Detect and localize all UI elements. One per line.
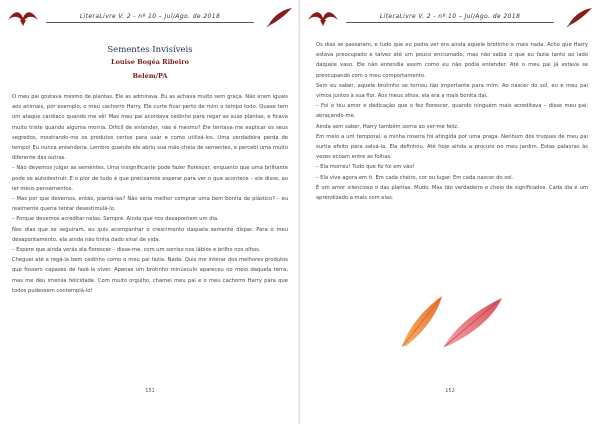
page-number-right: 152 <box>445 388 455 394</box>
paragraph: Cheguei até a regá-la bem cedinho como o meu pai fazia. Nada. Quis me interar dos melhores produtos que fossem capazes de fazê-la viver. Apenas um brotinho minúsculo apareceu no meio daquela terra, mas me deu imensa felicidade. Com muito orgulho, chamei meu pai e o meu cachorro Harry para que todos pudessem contemplá-lo! <box>12 257 288 294</box>
left-body-text <box>12 92 288 296</box>
story-title: Sementes Invisíveis <box>107 45 193 55</box>
paragraph: O meu pai gostava mesmo de plantas. Ele as admirava. Eu as achava muito sem graça. Não eram iguais aos animais, por exemplo, o meu cachorro Harry. Ele curte ficar perto de mim o tempo todo. Quase tem um ataque cardíaco quando me vê! Mas meu pai acordava cedinho para regar as suas plantas, e ficava muito triste quando alguma morria. Difícil de entender, não é mesmo? Ele tentava me explicar os seus segredos, mostrando-me os produtos certos para usar e como utilizá-los. Uma verdadeira perda de tempo! Eu nunca entenderia. Lembro quando ele abriu sua mão cheia de sementes, e percebi uma muito diferente das outras. <box>12 94 288 162</box>
paragraph: Os dias se passaram, e tudo que eu podia ver era ainda aquele brotinho e mais nada. Acho que Harry estava preocupado e talvez até um pouco enciumado, mas não sabia o que eu fazia tanto ao lado daquele vaso. Ele não entendia assim como eu não podia entender. Até o meu pai já estava se preocupando com o meu comportamento. <box>316 42 588 79</box>
right-body-text <box>316 40 588 203</box>
paragraph: Sem eu saber, aquele brotinho se tornou tão importante para mim. Ao nascer do sol, eu e meu pai vimos juntos à sua flor. Aos meus olhos, ela era a mais bonita daí. <box>316 82 588 100</box>
bird-logo-icon <box>306 6 340 28</box>
quill-pen-icon <box>264 6 294 28</box>
page-header <box>304 6 596 28</box>
quill-pen-icon <box>564 6 594 28</box>
paragraph: Em meio a um temporal, a minha roseira foi atingida por uma praga. Nenhum dos truques de meu pai surtia efeito para salvá-la. Ela definhou. Até hoje ainda a procuro no meu jardim. Estas palavras às vezes ecoam entre as folhas: <box>316 133 588 161</box>
header-text: LiteraLivre V. 2 - nº 10 – Jul/Ago. de 2018 <box>79 13 221 20</box>
paragraph: – Porque devemos acreditar nelas. Sempre. Ainda que nos desapontem um dia. <box>12 216 219 223</box>
paragraph: Nos dias que se seguiram, eu quis acompanhar o crescimento daquela semente díspar. Para o meu desapontamento, ela ainda não tinha dado sinal de vida. <box>12 226 288 243</box>
feathers-illustration-icon <box>398 290 508 350</box>
page-header <box>4 6 296 28</box>
story-author: Louise Bogéa Ribeiro <box>111 58 189 66</box>
page-number-left: 151 <box>145 388 155 394</box>
paragraph: – Ela vive agora em ti. Em cada cheiro, cor ou lugar. Em cada nascer do sol. <box>316 174 514 181</box>
paragraph: – Mas por que devemos, então, plantá-las? Não seria melhor comprar uma bem bonita de plástico? – eu realmente queria tentar desestimulá-lo. <box>12 196 288 213</box>
paragraph: É um amor silencioso o das plantas. Mudo. Mas tão verdadeiro e cheio de significados. Cada dia é um aprendizado a mais com elas. <box>316 184 588 202</box>
story-place: Belém/PA <box>132 72 168 80</box>
bird-logo-icon <box>6 6 40 28</box>
header-text: LiteraLivre V. 2 - nº 10 – Jul/Ago. de 2018 <box>379 13 521 20</box>
paragraph: Ainda sem saber, Harry também sorria ao ver-me feliz. <box>316 123 459 130</box>
header-rule <box>346 22 554 23</box>
paragraph: – Foi o teu amor e dedicação que o fez florescer, quando ninguém mais acreditava – disse meu pai, abraçando-me. <box>316 103 588 120</box>
paragraph: – Espere que ainda verás ela florescer – disse-me, com um sorriso nos lábios e brilho nos olhos. <box>12 247 261 254</box>
header-rule <box>46 22 254 23</box>
paragraph: – Ela morreu! Tudo que fiz foi em vão! <box>316 164 415 171</box>
paragraph: – Não devemos julgar as sementes. Uma insignificante pode fazer florescer, enquanto que uma brilhante pode se autodestruir. E o pior de tudo é que precisamos esperar para ver o que acontece – ele disse, ao ler meus pensamentos. <box>12 165 288 192</box>
